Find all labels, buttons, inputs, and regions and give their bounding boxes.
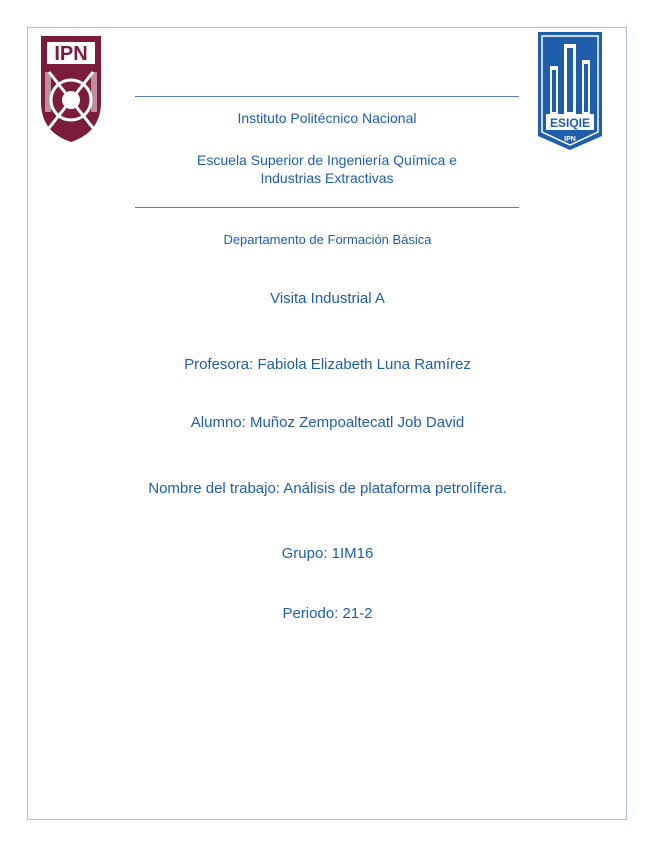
student-line: Alumno: Muñoz Zempoaltecatl Job David	[190, 414, 465, 431]
department-name: Departamento de Formación Básica	[223, 232, 432, 247]
professor-line: Profesora: Fabiola Elizabeth Luna Ramírez	[184, 356, 471, 373]
header-rule-bottom	[135, 207, 519, 208]
header-rule-top	[135, 96, 519, 97]
school-name-line1: Escuela Superior de Ingeniería Química e	[197, 152, 457, 168]
group-line: Grupo: 1IM16	[281, 545, 374, 562]
institute-name: Instituto Politécnico Nacional	[237, 110, 417, 126]
period-line: Periodo: 21-2	[282, 605, 373, 622]
school-name-line2: Industrias Extractivas	[260, 170, 394, 186]
school-name	[135, 151, 519, 187]
work-title-line: Nombre del trabajo: Análisis de plataforma petrolífera.	[148, 480, 507, 497]
visit-title: Visita Industrial A	[270, 290, 385, 307]
svg-text:IPN: IPN	[564, 136, 576, 143]
ipn-shield-logo	[35, 32, 107, 144]
svg-text:IPN: IPN	[54, 43, 88, 65]
esiqie-shield-logo	[536, 30, 604, 152]
svg-text:ESIQIE: ESIQIE	[549, 116, 591, 130]
